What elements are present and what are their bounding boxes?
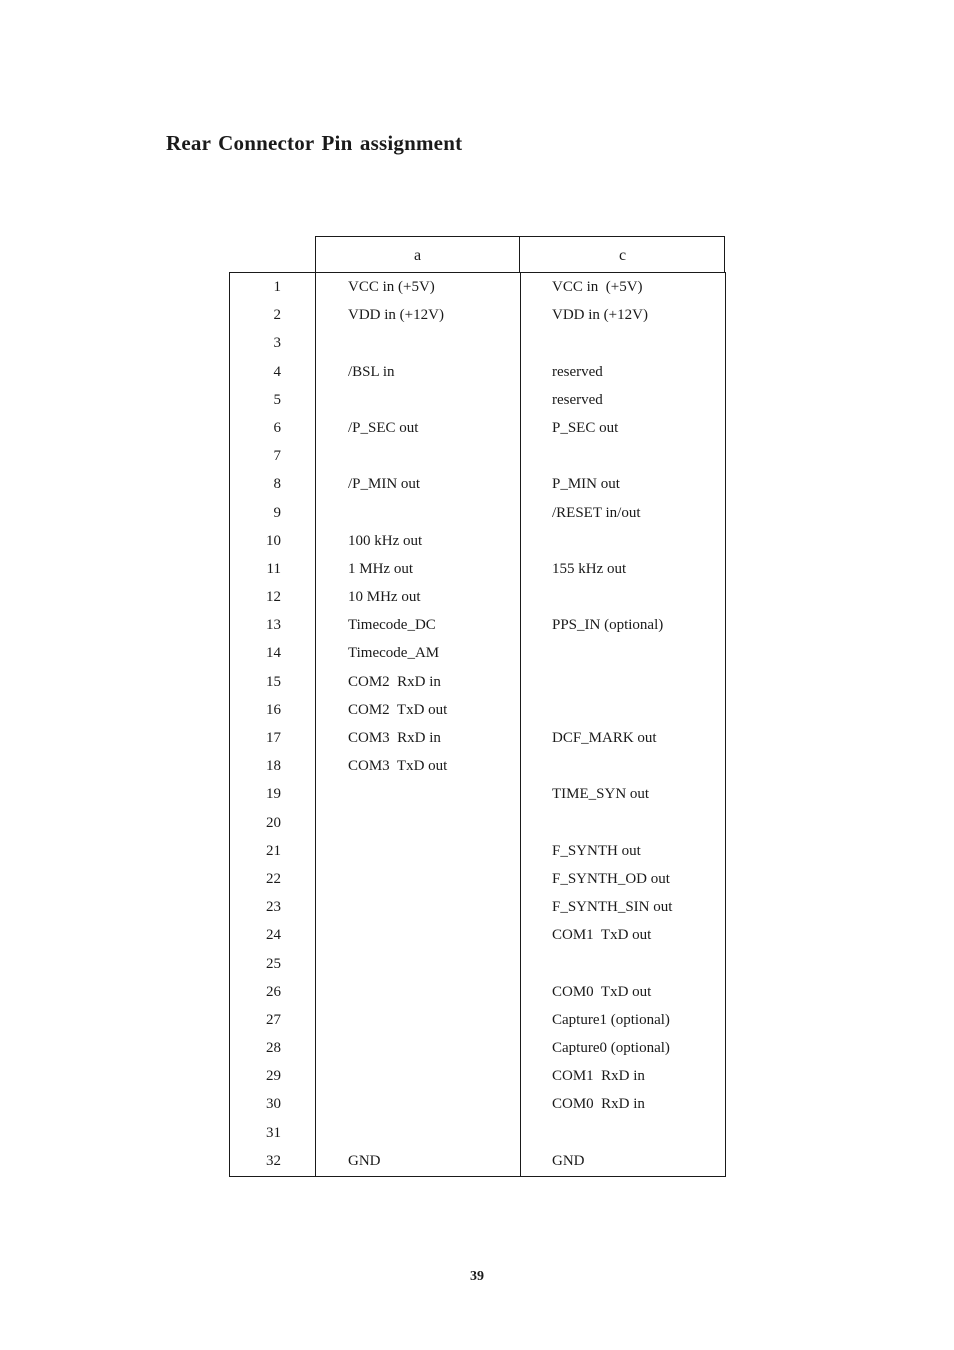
table-row [230, 583, 725, 611]
pin-number: 30 [266, 1096, 281, 1113]
signal-c: COM0 TxD out [552, 983, 652, 1000]
pin-number: 3 [273, 335, 281, 352]
pin-number: 6 [273, 419, 281, 436]
signal-a: VCC in (+5V) [348, 279, 435, 295]
signal-a: Timecode_AM [348, 645, 440, 662]
signal-a: 100 kHz out [348, 532, 423, 549]
signal-c: /RESET in/out [552, 504, 641, 521]
signal-c: Capture1 (optional) [552, 1011, 670, 1028]
table-row [230, 442, 725, 470]
pin-number: 24 [266, 927, 281, 944]
pin-number: 5 [273, 391, 281, 408]
signal-a: COM2 RxD in [348, 673, 441, 690]
pin-number: 17 [266, 730, 281, 746]
pin-number: 32 [266, 1152, 281, 1169]
table-row [230, 358, 725, 386]
pin-number: 8 [273, 476, 281, 493]
signal-c: F_SYNTH_SIN out [552, 899, 673, 916]
table-row [230, 668, 725, 696]
pin-number: 1 [273, 279, 281, 295]
pin-number: 25 [266, 955, 281, 972]
signal-a: GND [348, 1152, 381, 1169]
signal-a: VDD in (+12V) [348, 307, 444, 324]
signal-a: Timecode_DC [348, 617, 436, 634]
table-row [230, 1090, 725, 1118]
pin-number: 4 [273, 363, 281, 380]
pin-number: 14 [266, 645, 281, 662]
signal-a: COM2 TxD out [348, 701, 448, 718]
table-row [230, 780, 725, 808]
signal-c: 155 kHz out [552, 560, 627, 577]
pin-assignment-table [229, 236, 726, 1177]
pin-number: 29 [266, 1068, 281, 1085]
pin-number: 10 [266, 532, 281, 549]
table-row [230, 809, 725, 837]
signal-c: COM0 RxD in [552, 1096, 645, 1113]
signal-c: VDD in (+12V) [552, 307, 648, 324]
signal-c: COM1 RxD in [552, 1068, 645, 1085]
pin-number: 2 [273, 307, 281, 324]
table-row [230, 611, 725, 639]
signal-c: P_SEC out [552, 419, 619, 436]
pin-number: 31 [266, 1124, 281, 1141]
table-row [230, 1147, 725, 1175]
signal-c: reserved [552, 391, 603, 408]
table-row [230, 1006, 725, 1034]
pin-number: 20 [266, 814, 281, 831]
pin-number: 26 [266, 983, 281, 1000]
table-row [230, 865, 725, 893]
table-row [230, 527, 725, 555]
signal-c: DCF_MARK out [552, 730, 657, 746]
signal-c: F_SYNTH_OD out [552, 870, 670, 887]
page-number: 39 [470, 1269, 484, 1284]
table-row [230, 837, 725, 865]
table-row [230, 950, 725, 978]
table-rows [230, 273, 725, 1175]
table-header [315, 236, 725, 272]
pin-number: 18 [266, 758, 281, 775]
signal-c: P_MIN out [552, 476, 620, 493]
pin-number: 15 [266, 673, 281, 690]
signal-a: 10 MHz out [348, 589, 421, 606]
pin-number: 16 [266, 701, 281, 718]
table-row [230, 752, 725, 780]
pin-number: 27 [266, 1011, 281, 1028]
signal-c: Capture0 (optional) [552, 1040, 670, 1057]
signal-a: /BSL in [348, 363, 395, 380]
table-row [230, 414, 725, 442]
signal-a: 1 MHz out [348, 560, 413, 577]
table-row [230, 1062, 725, 1090]
signal-a: COM3 TxD out [348, 758, 448, 775]
table-row [230, 639, 725, 667]
table-row [230, 1034, 725, 1062]
signal-a: /P_MIN out [348, 476, 421, 493]
pin-number: 22 [266, 870, 281, 887]
signal-c: F_SYNTH out [552, 842, 641, 859]
table-row [230, 386, 725, 414]
pin-number: 11 [266, 560, 281, 577]
table-row [230, 329, 725, 357]
table-row [230, 921, 725, 949]
table-row [230, 555, 725, 583]
pin-number: 28 [266, 1040, 281, 1057]
table-row [230, 978, 725, 1006]
table-row [230, 696, 725, 724]
signal-c: GND [552, 1152, 585, 1169]
signal-a: /P_SEC out [348, 419, 419, 436]
signal-c: VCC in (+5V) [552, 279, 643, 295]
pin-number: 9 [273, 504, 281, 521]
table-row [230, 301, 725, 329]
signal-a: COM3 RxD in [348, 730, 441, 746]
signal-c: reserved [552, 363, 603, 380]
column-header-a: a [316, 237, 520, 273]
page-title: Rear Connector Pin assignment [166, 131, 463, 155]
table-body [229, 272, 726, 1177]
table-row [230, 893, 725, 921]
signal-c: TIME_SYN out [552, 786, 650, 803]
table-row [230, 724, 725, 752]
table-row [230, 1119, 725, 1147]
table-row [230, 499, 725, 527]
table-row [230, 273, 725, 301]
column-header-c: c [618, 247, 627, 264]
pin-number: 7 [273, 448, 281, 465]
pin-number: 13 [266, 617, 281, 634]
pin-number: 21 [266, 842, 281, 859]
pin-number: 23 [266, 899, 281, 916]
signal-c: COM1 TxD out [552, 927, 652, 944]
table-row [230, 470, 725, 498]
pin-number: 19 [266, 786, 281, 803]
pin-number: 12 [266, 589, 281, 606]
signal-c: PPS_IN (optional) [552, 617, 664, 634]
